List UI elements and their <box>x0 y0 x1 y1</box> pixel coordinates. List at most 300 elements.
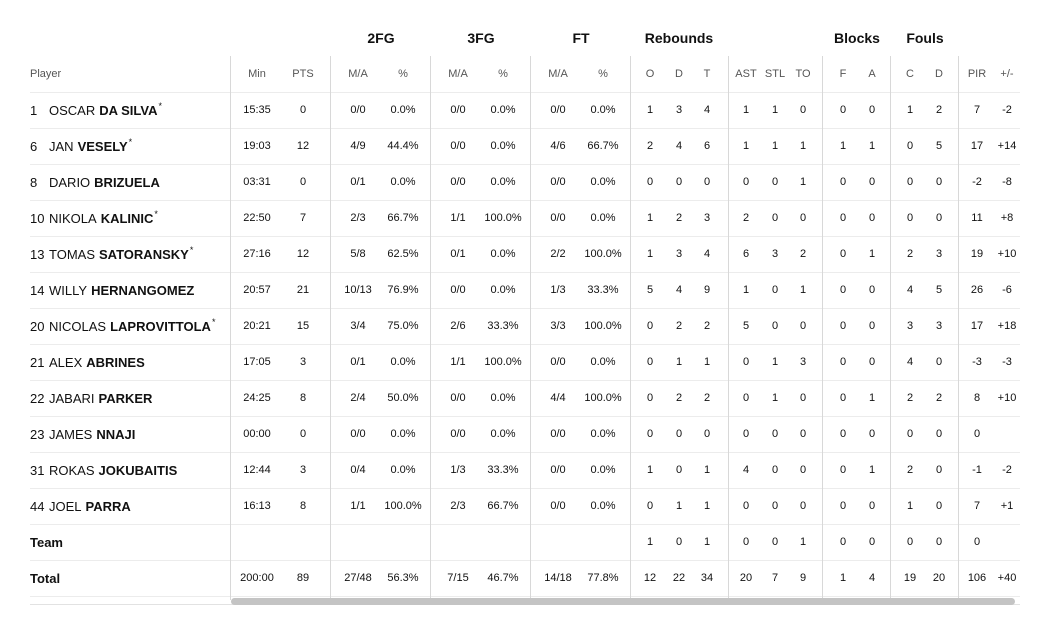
cell-stl: 7 <box>771 572 779 584</box>
cell-blk-a: 0 <box>868 428 876 440</box>
cell-ast: 0 <box>742 392 750 404</box>
cell-reb-d: 0 <box>675 536 683 548</box>
cell-foul-c: 4 <box>906 284 914 296</box>
player-star: * <box>158 101 163 111</box>
cell-ft-ma: 4/6 <box>550 140 566 152</box>
cell-stl: 0 <box>771 500 779 512</box>
cell-foul-c: 0 <box>906 428 914 440</box>
cell-fg3-pct: 46.7% <box>487 572 519 584</box>
cell-to: 0 <box>799 320 807 332</box>
cell-ft-ma: 0/0 <box>550 356 566 368</box>
cell-pir: -3 <box>972 356 982 368</box>
cell-min: 00:00 <box>243 428 271 440</box>
player-name[interactable] <box>30 128 132 164</box>
header-fg2-ma[interactable]: M/A <box>348 68 368 80</box>
cell-fg2-ma: 2/3 <box>350 212 366 224</box>
cell-pir: 0 <box>973 428 981 440</box>
cell-fg3-pct: 0.0% <box>490 284 516 296</box>
header-blk-f[interactable]: F <box>839 68 847 80</box>
cell-reb-d: 4 <box>675 284 683 296</box>
cell-pir: -1 <box>972 464 982 476</box>
cell-ft-ma: 2/2 <box>550 248 566 260</box>
cell-reb-d: 0 <box>675 464 683 476</box>
cell-foul-c: 0 <box>906 176 914 188</box>
cell-blk-f: 1 <box>839 140 847 152</box>
player-first: ALEX <box>49 354 83 370</box>
player-star: * <box>211 317 216 327</box>
cell-ft-pct: 0.0% <box>590 356 616 368</box>
header-player[interactable]: Player <box>30 68 62 80</box>
cell-foul-c: 1 <box>906 104 914 116</box>
cell-reb-d: 22 <box>672 572 686 584</box>
cell-ast: 6 <box>742 248 750 260</box>
player-num: 8 <box>30 174 38 190</box>
player-last: PARRA <box>85 498 131 514</box>
group-ft: FT <box>572 30 590 46</box>
player-star: * <box>128 137 133 147</box>
cell-ast: 20 <box>739 572 753 584</box>
cell-pm: -6 <box>1002 284 1012 296</box>
cell-min: 03:31 <box>243 176 271 188</box>
group-rebounds: Rebounds <box>644 30 714 46</box>
cell-blk-f: 0 <box>839 392 847 404</box>
cell-fg2-pct: 0.0% <box>390 428 416 440</box>
cell-fg3-pct: 33.3% <box>487 464 519 476</box>
cell-foul-c: 0 <box>906 212 914 224</box>
cell-stl: 0 <box>771 212 779 224</box>
cell-blk-f: 0 <box>839 536 847 548</box>
cell-to: 9 <box>799 572 807 584</box>
cell-pir: 106 <box>967 572 987 584</box>
cell-reb-o: 12 <box>643 572 657 584</box>
cell-fg2-ma: 0/0 <box>350 104 366 116</box>
cell-reb-o: 5 <box>646 284 654 296</box>
player-first: DARIO <box>49 174 91 190</box>
player-first: NIKOLA <box>49 210 97 226</box>
cell-blk-a: 0 <box>868 356 876 368</box>
cell-foul-c: 0 <box>906 536 914 548</box>
cell-fg2-ma: 0/1 <box>350 176 366 188</box>
column-divider <box>330 56 331 600</box>
player-name[interactable] <box>30 200 158 236</box>
cell-blk-a: 1 <box>868 464 876 476</box>
cell-min: 12:44 <box>243 464 271 476</box>
cell-reb-o: 0 <box>646 500 654 512</box>
header-pir[interactable]: PIR <box>967 68 987 80</box>
cell-reb-d: 4 <box>675 140 683 152</box>
cell-foul-c: 2 <box>906 464 914 476</box>
cell-fg2-pct: 0.0% <box>390 104 416 116</box>
cell-foul-c: 2 <box>906 392 914 404</box>
cell-pts: 12 <box>296 248 310 260</box>
player-num: 1 <box>30 102 38 118</box>
cell-stl: 1 <box>771 356 779 368</box>
cell-fg2-ma: 4/9 <box>350 140 366 152</box>
cell-stl: 0 <box>771 176 779 188</box>
cell-reb-d: 2 <box>675 320 683 332</box>
cell-fg3-pct <box>480 524 526 560</box>
player-last: LAPROVITTOLA <box>110 318 211 334</box>
cell-ft-ma: 0/0 <box>550 176 566 188</box>
cell-ft-pct: 0.0% <box>590 176 616 188</box>
cell-fg2-pct: 44.4% <box>387 140 419 152</box>
header-reb-t[interactable]: T <box>703 68 711 80</box>
cell-fg3-ma: 2/3 <box>450 500 466 512</box>
table-row <box>30 236 1020 273</box>
cell-blk-f: 0 <box>839 212 847 224</box>
table-row <box>30 380 1020 417</box>
cell-ft-pct: 33.3% <box>587 284 619 296</box>
cell-blk-a: 0 <box>868 284 876 296</box>
cell-blk-f: 0 <box>839 176 847 188</box>
cell-reb-t: 0 <box>703 428 711 440</box>
table-row <box>30 488 1020 525</box>
cell-pm: +10 <box>997 392 1017 404</box>
cell-min: 17:05 <box>243 356 271 368</box>
column-divider <box>530 56 531 600</box>
cell-ast: 1 <box>742 284 750 296</box>
cell-pm: -8 <box>1002 176 1012 188</box>
cell-fg2-ma: 0/0 <box>350 428 366 440</box>
header-pts[interactable]: PTS <box>292 68 314 80</box>
cell-min: 20:57 <box>243 284 271 296</box>
cell-reb-d: 2 <box>675 392 683 404</box>
cell-pir: 17 <box>970 140 984 152</box>
cell-ast: 4 <box>742 464 750 476</box>
cell-pir: 11 <box>971 212 983 224</box>
table-row <box>30 92 1020 129</box>
cell-pts <box>288 524 318 560</box>
player-name[interactable] <box>30 164 161 200</box>
cell-fg3-ma: 1/1 <box>450 212 466 224</box>
cell-reb-t: 3 <box>703 212 711 224</box>
cell-to: 0 <box>799 464 807 476</box>
cell-pm: -2 <box>1002 104 1012 116</box>
cell-to: 0 <box>799 428 807 440</box>
cell-ft-pct: 100.0% <box>584 392 622 404</box>
cell-blk-f: 1 <box>839 572 847 584</box>
cell-blk-f: 0 <box>839 428 847 440</box>
player-last: SATORANSKY <box>99 246 189 262</box>
cell-fg2-pct: 56.3% <box>387 572 419 584</box>
cell-ft-ma: 0/0 <box>550 428 566 440</box>
cell-min: 27:16 <box>243 248 271 260</box>
header-foul-c[interactable]: C <box>906 68 914 80</box>
cell-foul-d: 2 <box>935 104 943 116</box>
player-name[interactable] <box>30 308 215 344</box>
column-divider <box>958 56 959 600</box>
team-row <box>30 524 1020 561</box>
cell-fg2-ma: 10/13 <box>344 284 372 296</box>
cell-fg2-pct: 50.0% <box>387 392 419 404</box>
cell-ft-ma: 0/0 <box>550 212 566 224</box>
player-name[interactable] <box>30 344 146 380</box>
header-fg3-ma[interactable]: M/A <box>448 68 468 80</box>
cell-ft-ma: 0/0 <box>550 500 566 512</box>
cell-pts: 21 <box>296 284 310 296</box>
cell-ast: 0 <box>742 536 750 548</box>
cell-foul-c: 3 <box>906 320 914 332</box>
player-star: * <box>154 209 158 219</box>
cell-fg3-ma: 7/15 <box>447 572 469 584</box>
cell-reb-o: 1 <box>646 464 654 476</box>
cell-reb-t: 9 <box>703 284 711 296</box>
cell-reb-d: 3 <box>675 248 683 260</box>
group-fouls: Fouls <box>906 30 944 46</box>
player-num: 6 <box>30 138 38 154</box>
table-row <box>30 344 1020 381</box>
header-to[interactable]: TO <box>795 68 811 80</box>
table-row <box>30 128 1020 165</box>
cell-foul-d: 5 <box>935 140 943 152</box>
header-ast[interactable]: AST <box>735 68 757 80</box>
cell-pts: 12 <box>296 140 310 152</box>
cell-fg3-pct: 0.0% <box>490 104 516 116</box>
cell-foul-d: 0 <box>935 464 943 476</box>
header-reb-d[interactable]: D <box>675 68 683 80</box>
cell-pir: 7 <box>973 104 981 116</box>
cell-ft-pct: 0.0% <box>590 500 616 512</box>
cell-pm: -2 <box>1002 464 1012 476</box>
cell-fg3-pct: 66.7% <box>487 500 519 512</box>
cell-pm: -3 <box>1002 356 1012 368</box>
cell-foul-d: 0 <box>935 428 943 440</box>
cell-pts: 0 <box>299 428 307 440</box>
player-name[interactable] <box>30 272 195 308</box>
cell-ast: 0 <box>742 428 750 440</box>
cell-reb-o: 1 <box>646 104 654 116</box>
player-star: * <box>189 245 194 255</box>
cell-stl: 0 <box>771 284 779 296</box>
cell-fg2-ma: 2/4 <box>350 392 366 404</box>
player-last: ABRINES <box>86 354 145 370</box>
cell-fg3-ma: 0/1 <box>450 248 466 260</box>
cell-min: 200:00 <box>240 572 274 584</box>
cell-ast: 0 <box>742 500 750 512</box>
cell-ft-pct <box>580 524 626 560</box>
table-row <box>30 452 1020 489</box>
player-num: 22 <box>30 390 45 406</box>
player-first: OSCAR <box>49 102 96 118</box>
cell-blk-f: 0 <box>839 284 847 296</box>
cell-reb-d: 1 <box>675 500 683 512</box>
cell-ft-ma: 0/0 <box>550 104 566 116</box>
header-pm[interactable]: +/- <box>1000 68 1014 80</box>
cell-pir: 19 <box>970 248 984 260</box>
cell-pm: +40 <box>997 572 1017 584</box>
cell-fg2-ma: 27/48 <box>344 572 372 584</box>
column-divider <box>430 56 431 600</box>
cell-reb-d: 0 <box>675 176 683 188</box>
cell-blk-a: 1 <box>868 248 876 260</box>
cell-min: 22:50 <box>243 212 271 224</box>
cell-stl: 3 <box>771 248 779 260</box>
cell-ft-ma <box>542 524 574 560</box>
cell-fg3-pct: 100.0% <box>484 356 522 368</box>
cell-blk-a: 0 <box>868 536 876 548</box>
cell-to: 0 <box>799 392 807 404</box>
player-first: JAN <box>49 138 74 154</box>
cell-fg2-ma: 1/1 <box>350 500 366 512</box>
cell-fg2-pct: 100.0% <box>384 500 422 512</box>
cell-ft-pct: 0.0% <box>590 104 616 116</box>
total-label: Total <box>30 570 61 586</box>
cell-reb-o: 0 <box>646 356 654 368</box>
cell-pm: +8 <box>1000 212 1014 224</box>
column-divider <box>630 56 631 600</box>
cell-fg3-ma: 0/0 <box>450 284 466 296</box>
cell-foul-d: 0 <box>935 536 943 548</box>
cell-ast: 0 <box>742 356 750 368</box>
cell-blk-a: 1 <box>868 392 876 404</box>
cell-min: 15:35 <box>243 104 271 116</box>
cell-reb-d: 2 <box>675 212 683 224</box>
cell-pts: 0 <box>299 176 307 188</box>
cell-foul-d: 0 <box>935 176 943 188</box>
cell-foul-d: 3 <box>935 320 943 332</box>
header-stl[interactable]: STL <box>764 68 786 80</box>
cell-reb-t: 1 <box>703 500 711 512</box>
cell-fg3-pct: 0.0% <box>490 392 516 404</box>
header-min[interactable]: Min <box>248 68 266 80</box>
cell-fg2-ma: 0/1 <box>350 356 366 368</box>
horizontal-scrollbar[interactable] <box>231 598 1015 605</box>
player-name[interactable] <box>30 488 132 524</box>
table-row <box>30 272 1020 309</box>
player-name[interactable] <box>30 380 153 416</box>
cell-pir: 8 <box>973 392 981 404</box>
cell-fg2-ma: 3/4 <box>350 320 366 332</box>
cell-reb-o: 0 <box>646 392 654 404</box>
player-last: BRIZUELA <box>94 174 160 190</box>
cell-fg2-pct <box>380 524 426 560</box>
cell-ast: 5 <box>742 320 750 332</box>
cell-blk-f: 0 <box>839 320 847 332</box>
cell-ast: 1 <box>742 104 750 116</box>
cell-fg3-ma: 0/0 <box>450 176 466 188</box>
cell-min <box>242 524 272 560</box>
cell-blk-a: 1 <box>868 140 876 152</box>
cell-stl: 0 <box>771 320 779 332</box>
cell-stl: 1 <box>771 392 779 404</box>
cell-to: 3 <box>799 356 807 368</box>
cell-blk-a: 0 <box>868 320 876 332</box>
cell-stl: 0 <box>771 428 779 440</box>
header-fg2-pct[interactable]: % <box>398 68 408 80</box>
header-fg3-pct[interactable]: % <box>498 68 508 80</box>
header-foul-d[interactable]: D <box>935 68 943 80</box>
header-blk-a[interactable]: A <box>868 68 876 80</box>
player-num: 31 <box>30 462 45 478</box>
cell-pts: 8 <box>299 392 307 404</box>
cell-ast: 2 <box>742 212 750 224</box>
player-name[interactable] <box>30 92 162 128</box>
cell-fg3-ma: 0/0 <box>450 104 466 116</box>
cell-pts: 0 <box>299 104 307 116</box>
cell-to: 1 <box>799 176 807 188</box>
cell-reb-t: 0 <box>703 176 711 188</box>
cell-to: 2 <box>799 248 807 260</box>
team-label: Team <box>30 534 63 550</box>
cell-ft-pct: 77.8% <box>587 572 619 584</box>
cell-ft-ma: 4/4 <box>550 392 566 404</box>
cell-reb-o: 0 <box>646 320 654 332</box>
player-name[interactable] <box>30 416 136 452</box>
cell-pm: +18 <box>997 320 1017 332</box>
cell-foul-c: 2 <box>906 248 914 260</box>
cell-fg3-pct: 0.0% <box>490 140 516 152</box>
cell-fg3-pct: 0.0% <box>490 428 516 440</box>
cell-ft-pct: 100.0% <box>584 248 622 260</box>
cell-pir: 17 <box>970 320 984 332</box>
player-first: JABARI <box>49 390 95 406</box>
cell-pm: +1 <box>1000 500 1014 512</box>
player-num: 14 <box>30 282 45 298</box>
header-reb-o[interactable]: O <box>645 68 655 80</box>
player-last: PARKER <box>98 390 153 406</box>
header-row <box>30 56 1020 93</box>
cell-reb-o: 0 <box>646 176 654 188</box>
player-num: 21 <box>30 354 45 370</box>
cell-reb-o: 1 <box>646 212 654 224</box>
cell-blk-a: 0 <box>868 500 876 512</box>
cell-blk-f: 0 <box>839 104 847 116</box>
cell-fg2-ma: 5/8 <box>350 248 366 260</box>
cell-foul-d: 2 <box>935 392 943 404</box>
cell-reb-d: 3 <box>675 104 683 116</box>
cell-pts: 89 <box>296 572 310 584</box>
header-ft-pct[interactable]: % <box>598 68 608 80</box>
player-last: KALINIC <box>100 210 154 226</box>
cell-ft-ma: 0/0 <box>550 464 566 476</box>
cell-reb-t: 4 <box>703 248 711 260</box>
player-first: JOEL <box>49 498 82 514</box>
cell-to: 1 <box>799 140 807 152</box>
cell-blk-f: 0 <box>839 464 847 476</box>
cell-reb-o: 1 <box>646 248 654 260</box>
cell-stl: 0 <box>771 464 779 476</box>
column-divider <box>230 56 231 600</box>
cell-foul-c: 1 <box>906 500 914 512</box>
cell-foul-d: 0 <box>935 356 943 368</box>
cell-fg3-pct: 100.0% <box>484 212 522 224</box>
player-last: NNAJI <box>96 426 136 442</box>
cell-ft-pct: 0.0% <box>590 212 616 224</box>
cell-pts: 7 <box>299 212 307 224</box>
cell-to: 1 <box>799 284 807 296</box>
column-divider <box>822 56 823 600</box>
cell-reb-t: 2 <box>703 320 711 332</box>
cell-fg2-ma: 0/4 <box>350 464 366 476</box>
table-row <box>30 308 1020 345</box>
cell-reb-t: 2 <box>703 392 711 404</box>
cell-min: 16:13 <box>243 500 271 512</box>
cell-reb-o: 0 <box>646 428 654 440</box>
table-row <box>30 164 1020 201</box>
cell-reb-t: 1 <box>703 536 711 548</box>
player-name[interactable] <box>30 452 178 488</box>
cell-reb-t: 34 <box>700 572 714 584</box>
cell-fg2-ma <box>342 524 374 560</box>
group-blocks: Blocks <box>834 30 880 46</box>
cell-pir: -2 <box>972 176 982 188</box>
header-ft-ma[interactable]: M/A <box>548 68 568 80</box>
cell-fg2-pct: 66.7% <box>387 212 419 224</box>
cell-pts: 3 <box>299 464 307 476</box>
cell-fg2-pct: 0.0% <box>390 356 416 368</box>
player-name[interactable] <box>30 236 193 272</box>
player-first: WILLY <box>49 282 88 298</box>
